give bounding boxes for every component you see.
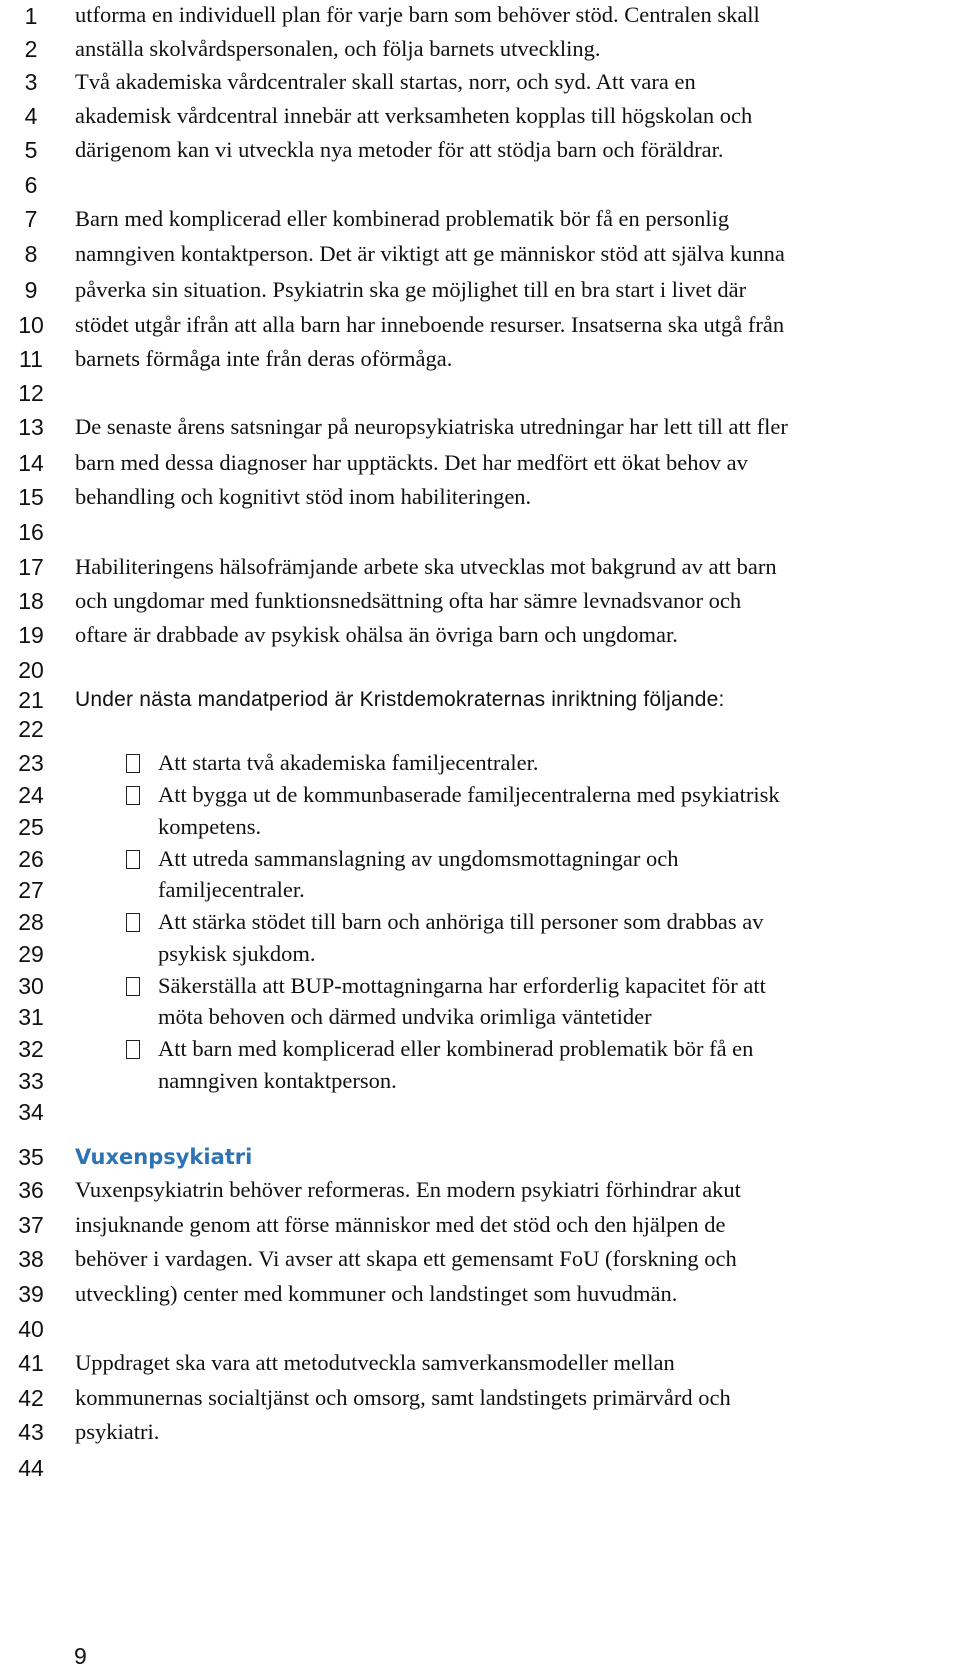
section-heading: Vuxenpsykiatri (75, 1145, 253, 1169)
text-line: Barn med komplicerad eller kombinerad problematik bör få en personlig (75, 206, 730, 231)
bullet-box-icon (126, 750, 156, 776)
line-number: 1 (24, 3, 38, 29)
text-line: anställa skolvårdspersonalen, och följa barnets utveckling. (75, 36, 601, 61)
list-item-continuation: kompetens. (158, 814, 262, 839)
line-number: 36 (18, 1177, 44, 1203)
line-number: 43 (18, 1419, 44, 1445)
text-line: påverka sin situation. Psykiatrin ska ge möjlighet till en bra start i livet där (75, 277, 747, 302)
line-number: 3 (24, 69, 38, 95)
list-item-continuation: psykisk sjukdom. (158, 941, 316, 966)
line-number: 26 (18, 846, 44, 872)
text-line: psykiatri. (75, 1419, 160, 1444)
line-number: 42 (18, 1385, 44, 1411)
list-item: Att utreda sammanslagning av ungdomsmottagningar och (158, 846, 679, 871)
line-number: 31 (18, 1004, 44, 1030)
text-line: barnets förmåga inte från deras oförmåga. (75, 346, 453, 371)
line-number: 28 (18, 909, 44, 935)
text-line: oftare är drabbade av psykisk ohälsa än övriga barn och ungdomar. (75, 622, 678, 647)
list-intro: Under nästa mandatperiod är Kristdemokraternas inriktning följande: (75, 688, 725, 711)
line-number: 6 (24, 172, 38, 198)
text-line: Habiliteringens hälsofrämjande arbete ska utvecklas mot bakgrund av att barn (75, 554, 777, 579)
text-line: därigenom kan vi utveckla nya metoder för att stödja barn och föräldrar. (75, 137, 724, 162)
text-line: behandling och kognitivt stöd inom habiliteringen. (75, 484, 532, 509)
line-number: 23 (18, 750, 44, 776)
line-number: 8 (24, 241, 38, 267)
line-number: 14 (18, 450, 44, 476)
line-number: 16 (18, 519, 44, 545)
list-item: Att bygga ut de kommunbaserade familjecentralerna med psykiatrisk (158, 782, 780, 807)
line-number: 30 (18, 973, 44, 999)
bullet-box-icon (126, 973, 156, 999)
list-item: Att stärka stödet till barn och anhöriga till personer som drabbas av (158, 909, 764, 934)
list-item-continuation: familjecentraler. (158, 877, 305, 902)
line-number: 5 (24, 137, 38, 163)
line-number: 22 (18, 716, 44, 742)
line-number: 44 (18, 1455, 44, 1481)
line-number: 15 (18, 484, 44, 510)
text-line: utforma en individuell plan för varje barn som behöver stöd. Centralen skall (75, 2, 760, 27)
line-number: 34 (18, 1099, 44, 1125)
list-item: Säkerställa att BUP-mottagningarna har erforderlig kapacitet för att (158, 973, 766, 998)
line-number: 39 (18, 1281, 44, 1307)
list-item: Att starta två akademiska familjecentraler. (158, 750, 539, 775)
line-number: 19 (18, 622, 44, 648)
line-number: 37 (18, 1212, 44, 1238)
line-number: 9 (24, 277, 38, 303)
line-number: 35 (18, 1144, 44, 1170)
line-number: 7 (24, 206, 38, 232)
line-number: 20 (18, 657, 44, 683)
text-line: insjuknande genom att förse människor med det stöd och den hjälpen de (75, 1212, 726, 1237)
line-number: 4 (24, 103, 38, 129)
text-line: De senaste årens satsningar på neuropsykiatriska utredningar har lett till att fler (75, 414, 788, 439)
list-item-continuation: namngiven kontaktperson. (158, 1068, 397, 1093)
line-number: 29 (18, 941, 44, 967)
text-line: barn med dessa diagnoser har upptäckts. Det har medfört ett ökat behov av (75, 450, 748, 475)
line-number: 12 (18, 380, 44, 406)
line-number: 21 (18, 687, 44, 713)
text-line: och ungdomar med funktionsnedsättning ofta har sämre levnadsvanor och (75, 588, 742, 613)
line-number: 40 (18, 1316, 44, 1342)
bullet-box-icon (126, 1036, 156, 1062)
line-number: 13 (18, 414, 44, 440)
text-line: kommunernas socialtjänst och omsorg, samt landstingets primärvård och (75, 1385, 731, 1410)
page-number: 9 (74, 1643, 87, 1669)
list-item-continuation: möta behoven och därmed undvika orimliga väntetider (158, 1004, 652, 1029)
text-line: Uppdraget ska vara att metodutveckla samverkansmodeller mellan (75, 1350, 675, 1375)
bullet-box-icon (126, 846, 156, 872)
text-line: namngiven kontaktperson. Det är viktigt att ge människor stöd att själva kunna (75, 241, 785, 266)
line-number: 25 (18, 814, 44, 840)
line-number: 11 (19, 346, 43, 372)
line-number: 18 (18, 588, 44, 614)
list-item: Att barn med komplicerad eller kombinerad problematik bör få en (158, 1036, 754, 1061)
line-number: 10 (18, 312, 44, 338)
line-number: 33 (18, 1068, 44, 1094)
line-number: 32 (18, 1036, 44, 1062)
line-number: 41 (18, 1350, 44, 1376)
line-number: 17 (18, 554, 44, 580)
text-line: akademisk vårdcentral innebär att verksamheten kopplas till högskolan och (75, 103, 753, 128)
bullet-box-icon (126, 782, 156, 808)
text-line: utveckling) center med kommuner och landstinget som huvudmän. (75, 1281, 678, 1306)
text-line: behöver i vardagen. Vi avser att skapa ett gemensamt FoU (forskning och (75, 1246, 737, 1271)
line-number: 24 (18, 782, 44, 808)
line-number: 2 (24, 36, 38, 62)
bullet-box-icon (126, 909, 156, 935)
text-line: Två akademiska vårdcentraler skall startas, norr, och syd. Att vara en (75, 69, 696, 94)
text-line: stödet utgår ifrån att alla barn har inneboende resurser. Insatserna ska utgå från (75, 312, 785, 337)
text-line: Vuxenpsykiatrin behöver reformeras. En modern psykiatri förhindrar akut (75, 1177, 741, 1202)
line-number: 38 (18, 1246, 44, 1272)
line-number: 27 (18, 877, 44, 903)
